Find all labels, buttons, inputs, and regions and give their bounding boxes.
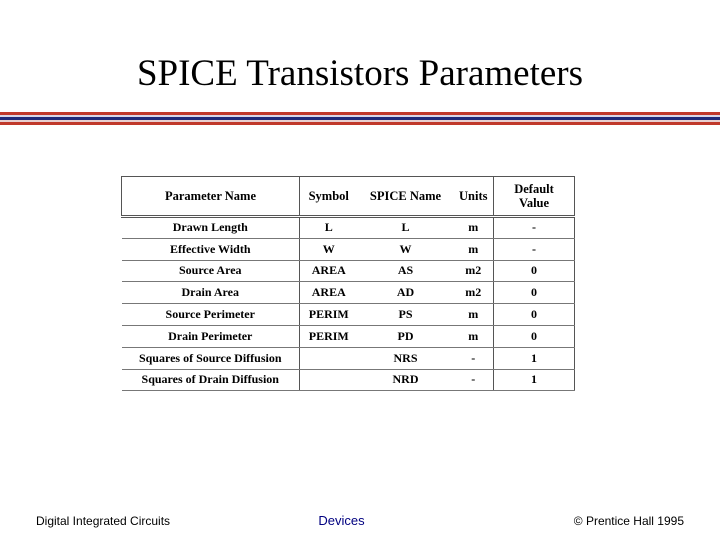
cell-units: m2 xyxy=(454,282,494,304)
cell-spice-name: NRS xyxy=(358,347,454,369)
footer-course-title: Digital Integrated Circuits xyxy=(36,514,171,528)
cell-spice-name: W xyxy=(358,238,454,260)
cell-spice-name: PD xyxy=(358,325,454,347)
cell-symbol xyxy=(300,347,358,369)
table-row xyxy=(122,304,575,326)
cell-parameter-name: Effective Width xyxy=(122,238,300,260)
cell-spice-name: AD xyxy=(358,282,454,304)
header-spice-name: SPICE Name xyxy=(358,177,454,217)
cell-parameter-name: Source Area xyxy=(122,260,300,282)
slide-title: SPICE Transistors Parameters xyxy=(136,53,584,94)
header-symbol: Symbol xyxy=(300,177,358,217)
cell-parameter-name: Drain Perimeter xyxy=(122,325,300,347)
cell-default-value: 1 xyxy=(494,347,575,369)
cell-symbol: PERIM xyxy=(300,304,358,326)
table-row xyxy=(122,282,575,304)
cell-default-value: 0 xyxy=(494,282,575,304)
header-default-value xyxy=(494,177,575,217)
cell-units: - xyxy=(454,347,494,369)
parameters-table-container xyxy=(121,176,574,391)
header-parameter-name: Parameter Name xyxy=(122,177,300,217)
header-units: Units xyxy=(454,177,494,217)
header-default-line2: Value xyxy=(518,196,550,210)
header-default-line1: Default xyxy=(514,182,554,196)
table-row xyxy=(122,369,575,391)
parameters-table xyxy=(121,176,575,391)
table-row xyxy=(122,217,575,239)
cell-default-value: 1 xyxy=(494,369,575,391)
table-header-row xyxy=(122,177,575,217)
cell-symbol: AREA xyxy=(300,282,358,304)
cell-parameter-name: Drawn Length xyxy=(122,217,300,239)
cell-default-value: - xyxy=(494,217,575,239)
cell-parameter-name: Drain Area xyxy=(122,282,300,304)
divider-red-bottom xyxy=(0,122,720,125)
footer-copyright: © Prentice Hall 1995 xyxy=(573,514,684,528)
cell-default-value: - xyxy=(494,238,575,260)
cell-symbol: AREA xyxy=(300,260,358,282)
table-row xyxy=(122,260,575,282)
cell-spice-name: L xyxy=(358,217,454,239)
cell-units: m2 xyxy=(454,260,494,282)
table-row xyxy=(122,238,575,260)
cell-default-value: 0 xyxy=(494,260,575,282)
cell-parameter-name: Source Perimeter xyxy=(122,304,300,326)
cell-units: - xyxy=(454,369,494,391)
cell-parameter-name: Squares of Drain Diffusion xyxy=(122,369,300,391)
cell-units: m xyxy=(454,304,494,326)
table-row xyxy=(122,347,575,369)
cell-spice-name: NRD xyxy=(358,369,454,391)
cell-symbol: W xyxy=(300,238,358,260)
cell-symbol xyxy=(300,369,358,391)
cell-default-value: 0 xyxy=(494,304,575,326)
cell-spice-name: AS xyxy=(358,260,454,282)
table-row xyxy=(122,325,575,347)
cell-units: m xyxy=(454,217,494,239)
cell-parameter-name: Squares of Source Diffusion xyxy=(122,347,300,369)
cell-spice-name: PS xyxy=(358,304,454,326)
cell-symbol: PERIM xyxy=(300,325,358,347)
cell-units: m xyxy=(454,238,494,260)
cell-default-value: 0 xyxy=(494,325,575,347)
footer-section-name: Devices xyxy=(318,513,365,528)
cell-units: m xyxy=(454,325,494,347)
cell-symbol: L xyxy=(300,217,358,239)
